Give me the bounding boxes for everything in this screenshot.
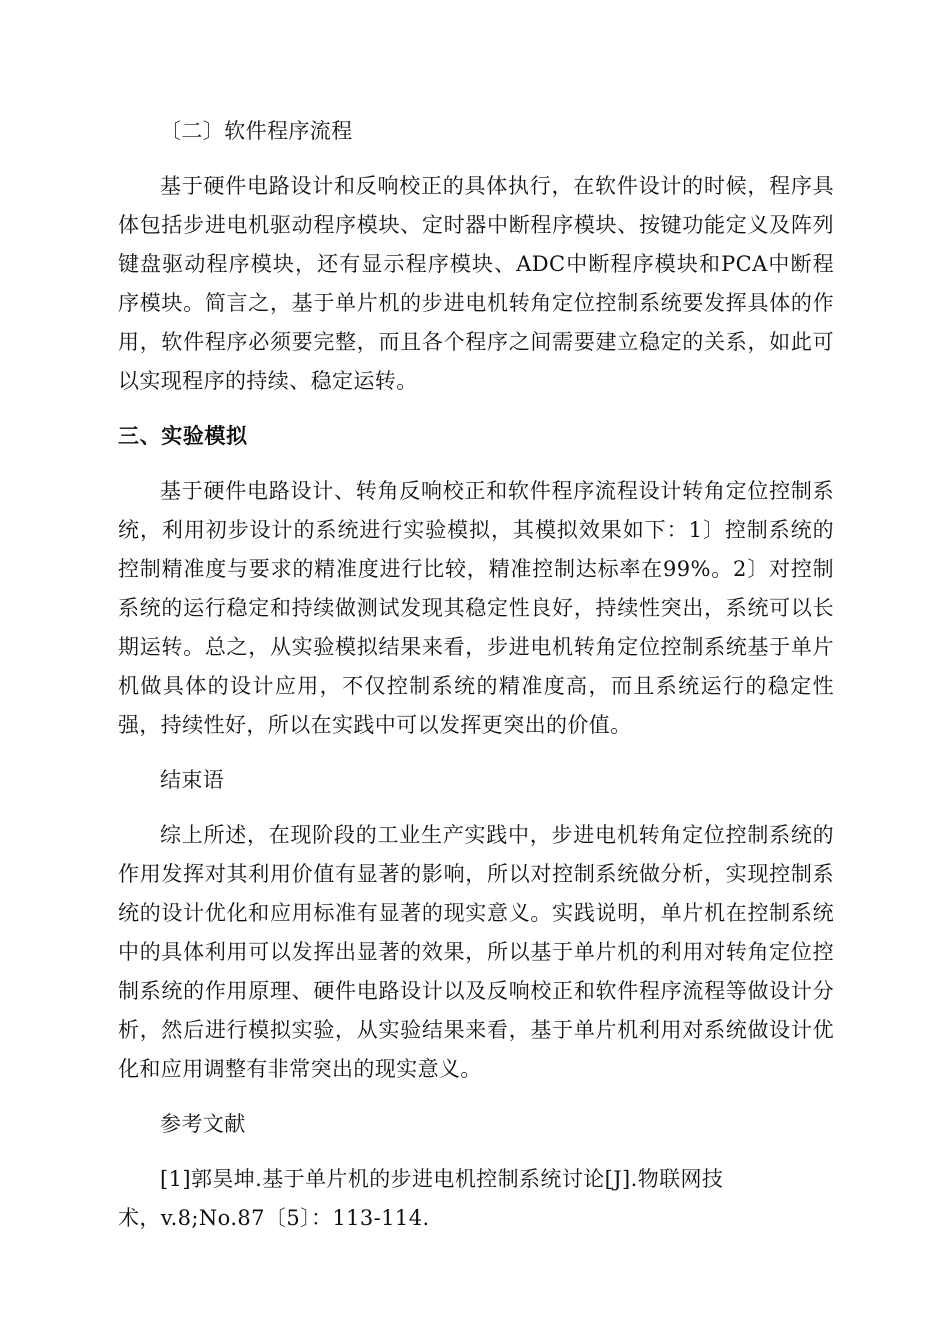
software-section-heading: 〔二〕软件程序流程 — [160, 119, 353, 143]
document-page — [118, 112, 834, 1238]
experiment-section-heading: 三、实验模拟 — [118, 424, 248, 448]
references-heading: 参考文献 — [160, 1112, 246, 1136]
reference-item — [118, 1160, 834, 1238]
conclusion-heading: 结束语 — [160, 768, 225, 792]
reference-line-1: [1]郭昊坤.基于单片机的步进电机控制系统讨论[J].物联网技 — [160, 1167, 724, 1191]
reference-line-2: 术，v.8;No.87〔5〕：113-114. — [118, 1206, 430, 1230]
conclusion-paragraph: 综上所述，在现阶段的工业生产实践中，步进电机转角定位控制系统的作用发挥对其利用价值有显著的影响，所以对控制系统做分析，实现控制系统的设计优化和应用标准有显著的现实意义。实践说明，单片机在控制系统中的具体利用可以发挥出显著的效果，所以基于单片机的利用对转角定位控制系统的作用原理、硬件电路设计以及反响校正和软件程序流程等做设计分析，然后进行模拟实验，从实验结果来看，基于单片机利用对系统做设计优化和应用调整有非常突出的现实意义。 — [118, 823, 834, 1081]
software-section-paragraph: 基于硬件电路设计和反响校正的具体执行，在软件设计的时候，程序具体包括步进电机驱动程序模块、定时器中断程序模块、按键功能定义及阵列键盘驱动程序模块，还有显示程序模块、ADC中断程序模块和PCA中断程序模块。简言之，基于单片机的步进电机转角定位控制系统要发挥具体的作用，软件程序必须要完整，而且各个程序之间需要建立稳定的关系，如此可以实现程序的持续、稳定运转。 — [118, 174, 834, 393]
experiment-section-paragraph: 基于硬件电路设计、转角反响校正和软件程序流程设计转角定位控制系统，利用初步设计的系统进行实验模拟，其模拟效果如下：1〕控制系统的控制精准度与要求的精准度进行比较，精准控制达标率在99%。2〕对控制系统的运行稳定和持续做测试发现其稳定性良好，持续性突出，系统可以长期运转。总之，从实验模拟结果来看，步进电机转角定位控制系统基于单片机做具体的设计应用，不仅控制系统的精准度高，而且系统运行的稳定性强，持续性好，所以在实践中可以发挥更突出的价值。 — [118, 479, 834, 737]
